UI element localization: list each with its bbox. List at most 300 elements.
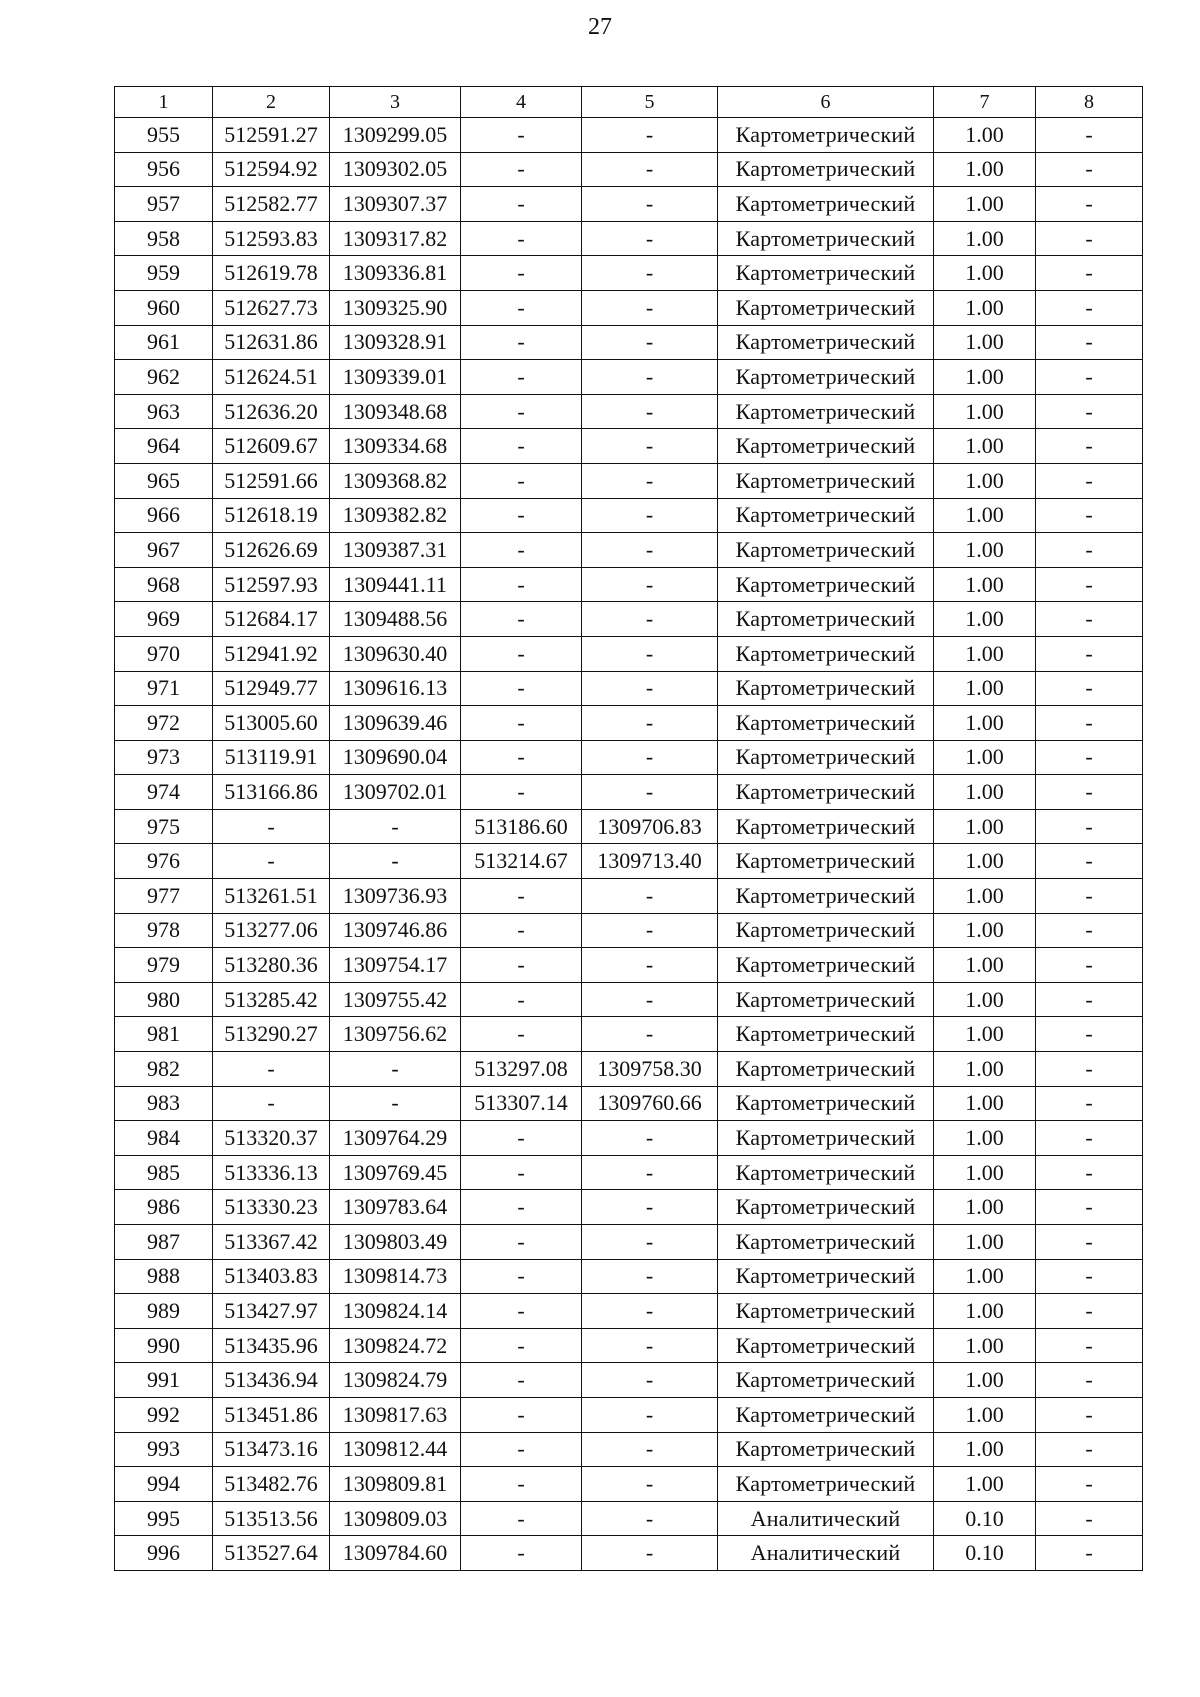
cell-x-coord: 512593.83 <box>213 221 330 256</box>
cell-accuracy: 1.00 <box>934 671 1036 706</box>
cell-y-coord: 1309348.68 <box>330 394 461 429</box>
cell-note: - <box>1036 1432 1143 1467</box>
table-row <box>115 1294 1143 1329</box>
cell-y-coord-alt: - <box>582 118 718 153</box>
cell-accuracy: 1.00 <box>934 360 1036 395</box>
cell-x-coord: 513451.86 <box>213 1397 330 1432</box>
cell-method: Картометрический <box>718 1328 934 1363</box>
cell-x-coord: 512618.19 <box>213 498 330 533</box>
cell-y-coord: 1309336.81 <box>330 256 461 291</box>
cell-y-coord-alt: - <box>582 1363 718 1398</box>
cell-method: Картометрический <box>718 948 934 983</box>
cell-y-coord-alt: - <box>582 775 718 810</box>
table-row <box>115 809 1143 844</box>
cell-accuracy: 1.00 <box>934 1397 1036 1432</box>
cell-note: - <box>1036 1190 1143 1225</box>
cell-y-coord-alt: - <box>582 152 718 187</box>
table-row <box>115 1225 1143 1260</box>
cell-x-coord-alt: - <box>461 567 582 602</box>
table-row <box>115 429 1143 464</box>
cell-y-coord: 1309334.68 <box>330 429 461 464</box>
cell-point-number: 960 <box>115 290 213 325</box>
cell-x-coord: 512619.78 <box>213 256 330 291</box>
cell-accuracy: 1.00 <box>934 982 1036 1017</box>
cell-y-coord: 1309307.37 <box>330 187 461 222</box>
cell-x-coord: 512627.73 <box>213 290 330 325</box>
cell-note: - <box>1036 1363 1143 1398</box>
table-row <box>115 394 1143 429</box>
cell-method: Картометрический <box>718 221 934 256</box>
cell-accuracy: 1.00 <box>934 498 1036 533</box>
cell-method: Картометрический <box>718 740 934 775</box>
table-row <box>115 256 1143 291</box>
cell-y-coord-alt: 1309713.40 <box>582 844 718 879</box>
cell-x-coord: 512594.92 <box>213 152 330 187</box>
cell-method: Картометрический <box>718 671 934 706</box>
cell-point-number: 984 <box>115 1121 213 1156</box>
cell-note: - <box>1036 948 1143 983</box>
column-header-8: 8 <box>1036 87 1143 118</box>
cell-y-coord-alt: - <box>582 187 718 222</box>
cell-method: Картометрический <box>718 1225 934 1260</box>
cell-point-number: 958 <box>115 221 213 256</box>
cell-y-coord-alt: - <box>582 1328 718 1363</box>
cell-x-coord-alt: - <box>461 1155 582 1190</box>
cell-x-coord: 513261.51 <box>213 879 330 914</box>
table-row <box>115 1052 1143 1087</box>
table-row <box>115 1363 1143 1398</box>
cell-accuracy: 0.10 <box>934 1536 1036 1571</box>
cell-y-coord-alt: - <box>582 740 718 775</box>
cell-note: - <box>1036 706 1143 741</box>
table-row <box>115 1086 1143 1121</box>
cell-accuracy: 1.00 <box>934 1155 1036 1190</box>
cell-note: - <box>1036 1397 1143 1432</box>
cell-method: Картометрический <box>718 1467 934 1502</box>
cell-accuracy: 1.00 <box>934 1225 1036 1260</box>
cell-y-coord-alt: - <box>582 948 718 983</box>
table-row <box>115 1155 1143 1190</box>
table-header-row <box>115 87 1143 118</box>
cell-y-coord: 1309824.79 <box>330 1363 461 1398</box>
table-row <box>115 463 1143 498</box>
cell-x-coord-alt: - <box>461 429 582 464</box>
cell-x-coord-alt: - <box>461 1397 582 1432</box>
table-row <box>115 602 1143 637</box>
table-row <box>115 1467 1143 1502</box>
cell-y-coord: 1309769.45 <box>330 1155 461 1190</box>
cell-point-number: 956 <box>115 152 213 187</box>
cell-method: Картометрический <box>718 809 934 844</box>
cell-method: Картометрический <box>718 118 934 153</box>
cell-accuracy: 1.00 <box>934 290 1036 325</box>
cell-y-coord-alt: - <box>582 498 718 533</box>
column-header-7: 7 <box>934 87 1036 118</box>
cell-y-coord: 1309764.29 <box>330 1121 461 1156</box>
cell-method: Картометрический <box>718 533 934 568</box>
column-header-2: 2 <box>213 87 330 118</box>
cell-method: Картометрический <box>718 1259 934 1294</box>
cell-note: - <box>1036 1501 1143 1536</box>
table-row <box>115 1432 1143 1467</box>
cell-x-coord-alt: - <box>461 706 582 741</box>
table-row <box>115 740 1143 775</box>
cell-y-coord: 1309368.82 <box>330 463 461 498</box>
cell-accuracy: 1.00 <box>934 1190 1036 1225</box>
cell-point-number: 975 <box>115 809 213 844</box>
table-row <box>115 982 1143 1017</box>
cell-accuracy: 0.10 <box>934 1501 1036 1536</box>
cell-accuracy: 1.00 <box>934 1294 1036 1329</box>
cell-y-coord-alt: 1309758.30 <box>582 1052 718 1087</box>
table-row <box>115 1397 1143 1432</box>
coordinates-table <box>114 86 1143 1571</box>
cell-x-coord: 513330.23 <box>213 1190 330 1225</box>
cell-point-number: 961 <box>115 325 213 360</box>
cell-point-number: 979 <box>115 948 213 983</box>
cell-method: Картометрический <box>718 775 934 810</box>
cell-note: - <box>1036 187 1143 222</box>
cell-x-coord-alt: - <box>461 740 582 775</box>
cell-x-coord-alt: - <box>461 498 582 533</box>
cell-point-number: 977 <box>115 879 213 914</box>
table-row <box>115 567 1143 602</box>
cell-point-number: 981 <box>115 1017 213 1052</box>
cell-note: - <box>1036 1294 1143 1329</box>
cell-point-number: 966 <box>115 498 213 533</box>
cell-y-coord-alt: - <box>582 913 718 948</box>
cell-method: Картометрический <box>718 1086 934 1121</box>
cell-accuracy: 1.00 <box>934 533 1036 568</box>
cell-y-coord: 1309441.11 <box>330 567 461 602</box>
cell-method: Картометрический <box>718 1432 934 1467</box>
cell-method: Картометрический <box>718 290 934 325</box>
cell-accuracy: 1.00 <box>934 775 1036 810</box>
cell-accuracy: 1.00 <box>934 1017 1036 1052</box>
table-row <box>115 913 1143 948</box>
cell-method: Картометрический <box>718 1190 934 1225</box>
cell-x-coord: 512631.86 <box>213 325 330 360</box>
cell-x-coord: - <box>213 1086 330 1121</box>
cell-x-coord: 512591.66 <box>213 463 330 498</box>
table-row <box>115 1121 1143 1156</box>
cell-note: - <box>1036 1155 1143 1190</box>
table-row <box>115 187 1143 222</box>
cell-y-coord-alt: 1309760.66 <box>582 1086 718 1121</box>
cell-x-coord: - <box>213 1052 330 1087</box>
cell-y-coord: 1309616.13 <box>330 671 461 706</box>
cell-x-coord-alt: - <box>461 1294 582 1329</box>
cell-point-number: 986 <box>115 1190 213 1225</box>
table-row <box>115 533 1143 568</box>
cell-y-coord: 1309755.42 <box>330 982 461 1017</box>
table-row <box>115 636 1143 671</box>
cell-note: - <box>1036 1086 1143 1121</box>
cell-y-coord-alt: - <box>582 1155 718 1190</box>
cell-x-coord: 513280.36 <box>213 948 330 983</box>
cell-x-coord: 512636.20 <box>213 394 330 429</box>
cell-method: Картометрический <box>718 844 934 879</box>
cell-x-coord-alt: - <box>461 636 582 671</box>
cell-x-coord-alt: - <box>461 1190 582 1225</box>
cell-point-number: 990 <box>115 1328 213 1363</box>
cell-y-coord-alt: 1309706.83 <box>582 809 718 844</box>
cell-x-coord-alt: 513297.08 <box>461 1052 582 1087</box>
cell-x-coord-alt: - <box>461 1467 582 1502</box>
cell-y-coord: - <box>330 1052 461 1087</box>
cell-note: - <box>1036 1467 1143 1502</box>
cell-point-number: 972 <box>115 706 213 741</box>
cell-x-coord: 513513.56 <box>213 1501 330 1536</box>
cell-y-coord-alt: - <box>582 256 718 291</box>
cell-x-coord: 513473.16 <box>213 1432 330 1467</box>
cell-method: Картометрический <box>718 1121 934 1156</box>
cell-point-number: 992 <box>115 1397 213 1432</box>
cell-point-number: 985 <box>115 1155 213 1190</box>
cell-point-number: 988 <box>115 1259 213 1294</box>
cell-note: - <box>1036 913 1143 948</box>
cell-note: - <box>1036 809 1143 844</box>
table-row <box>115 118 1143 153</box>
cell-y-coord: 1309690.04 <box>330 740 461 775</box>
cell-note: - <box>1036 118 1143 153</box>
cell-y-coord: 1309809.03 <box>330 1501 461 1536</box>
cell-note: - <box>1036 429 1143 464</box>
cell-y-coord: 1309783.64 <box>330 1190 461 1225</box>
cell-x-coord-alt: 513214.67 <box>461 844 582 879</box>
table-row <box>115 706 1143 741</box>
cell-point-number: 993 <box>115 1432 213 1467</box>
cell-x-coord-alt: - <box>461 256 582 291</box>
cell-point-number: 980 <box>115 982 213 1017</box>
cell-accuracy: 1.00 <box>934 1121 1036 1156</box>
cell-point-number: 971 <box>115 671 213 706</box>
cell-y-coord-alt: - <box>582 1121 718 1156</box>
table-row <box>115 775 1143 810</box>
cell-point-number: 963 <box>115 394 213 429</box>
cell-y-coord-alt: - <box>582 1467 718 1502</box>
cell-method: Картометрический <box>718 498 934 533</box>
cell-accuracy: 1.00 <box>934 1363 1036 1398</box>
table-row <box>115 1501 1143 1536</box>
cell-y-coord-alt: - <box>582 706 718 741</box>
cell-x-coord-alt: - <box>461 463 582 498</box>
table-row <box>115 1536 1143 1571</box>
cell-y-coord-alt: - <box>582 1017 718 1052</box>
cell-y-coord-alt: - <box>582 1294 718 1329</box>
cell-y-coord-alt: - <box>582 325 718 360</box>
cell-method: Картометрический <box>718 636 934 671</box>
cell-y-coord: 1309814.73 <box>330 1259 461 1294</box>
cell-y-coord-alt: - <box>582 671 718 706</box>
column-header-4: 4 <box>461 87 582 118</box>
cell-point-number: 989 <box>115 1294 213 1329</box>
cell-method: Картометрический <box>718 429 934 464</box>
cell-y-coord: 1309824.14 <box>330 1294 461 1329</box>
cell-x-coord-alt: - <box>461 913 582 948</box>
cell-y-coord: 1309736.93 <box>330 879 461 914</box>
cell-y-coord: 1309382.82 <box>330 498 461 533</box>
cell-x-coord-alt: - <box>461 325 582 360</box>
cell-x-coord-alt: - <box>461 1017 582 1052</box>
cell-y-coord-alt: - <box>582 290 718 325</box>
table-row <box>115 325 1143 360</box>
table-row <box>115 360 1143 395</box>
cell-point-number: 994 <box>115 1467 213 1502</box>
cell-accuracy: 1.00 <box>934 1328 1036 1363</box>
cell-y-coord: 1309639.46 <box>330 706 461 741</box>
cell-x-coord: 513277.06 <box>213 913 330 948</box>
cell-y-coord: 1309812.44 <box>330 1432 461 1467</box>
cell-x-coord: 513166.86 <box>213 775 330 810</box>
cell-x-coord: 512582.77 <box>213 187 330 222</box>
cell-note: - <box>1036 982 1143 1017</box>
cell-y-coord-alt: - <box>582 982 718 1017</box>
cell-point-number: 962 <box>115 360 213 395</box>
cell-x-coord-alt: - <box>461 1225 582 1260</box>
cell-y-coord-alt: - <box>582 1501 718 1536</box>
cell-note: - <box>1036 567 1143 602</box>
cell-y-coord: - <box>330 809 461 844</box>
cell-method: Картометрический <box>718 1363 934 1398</box>
cell-y-coord: 1309630.40 <box>330 636 461 671</box>
cell-note: - <box>1036 1536 1143 1571</box>
cell-y-coord: - <box>330 1086 461 1121</box>
cell-note: - <box>1036 463 1143 498</box>
cell-x-coord-alt: - <box>461 394 582 429</box>
cell-x-coord: - <box>213 809 330 844</box>
cell-y-coord-alt: - <box>582 360 718 395</box>
cell-y-coord-alt: - <box>582 1190 718 1225</box>
cell-accuracy: 1.00 <box>934 740 1036 775</box>
cell-accuracy: 1.00 <box>934 602 1036 637</box>
cell-accuracy: 1.00 <box>934 152 1036 187</box>
cell-x-coord-alt: - <box>461 1432 582 1467</box>
table-row <box>115 1328 1143 1363</box>
cell-method: Картометрический <box>718 602 934 637</box>
page-number: 27 <box>588 14 612 40</box>
cell-y-coord-alt: - <box>582 394 718 429</box>
cell-x-coord-alt: - <box>461 602 582 637</box>
cell-x-coord-alt: - <box>461 533 582 568</box>
cell-note: - <box>1036 1328 1143 1363</box>
cell-y-coord: 1309824.72 <box>330 1328 461 1363</box>
cell-x-coord-alt: - <box>461 1121 582 1156</box>
cell-x-coord: 512626.69 <box>213 533 330 568</box>
cell-method: Картометрический <box>718 567 934 602</box>
cell-point-number: 995 <box>115 1501 213 1536</box>
cell-note: - <box>1036 221 1143 256</box>
table-row <box>115 152 1143 187</box>
cell-x-coord: 513436.94 <box>213 1363 330 1398</box>
cell-y-coord: 1309302.05 <box>330 152 461 187</box>
cell-x-coord-alt: - <box>461 1328 582 1363</box>
cell-note: - <box>1036 290 1143 325</box>
cell-method: Картометрический <box>718 913 934 948</box>
cell-y-coord-alt: - <box>582 1259 718 1294</box>
cell-x-coord-alt: - <box>461 1501 582 1536</box>
cell-point-number: 964 <box>115 429 213 464</box>
cell-accuracy: 1.00 <box>934 636 1036 671</box>
column-header-3: 3 <box>330 87 461 118</box>
cell-x-coord-alt: - <box>461 1259 582 1294</box>
cell-method: Картометрический <box>718 879 934 914</box>
cell-point-number: 959 <box>115 256 213 291</box>
cell-x-coord: 512591.27 <box>213 118 330 153</box>
cell-x-coord-alt: 513307.14 <box>461 1086 582 1121</box>
cell-point-number: 976 <box>115 844 213 879</box>
cell-method: Картометрический <box>718 187 934 222</box>
cell-x-coord-alt: - <box>461 152 582 187</box>
cell-x-coord-alt: - <box>461 290 582 325</box>
cell-method: Картометрический <box>718 394 934 429</box>
column-header-1: 1 <box>115 87 213 118</box>
cell-y-coord-alt: - <box>582 221 718 256</box>
cell-x-coord-alt: - <box>461 671 582 706</box>
cell-x-coord: 512609.67 <box>213 429 330 464</box>
cell-y-coord-alt: - <box>582 1536 718 1571</box>
cell-note: - <box>1036 879 1143 914</box>
cell-y-coord: 1309488.56 <box>330 602 461 637</box>
cell-x-coord: 513320.37 <box>213 1121 330 1156</box>
cell-x-coord: 513336.13 <box>213 1155 330 1190</box>
cell-method: Картометрический <box>718 982 934 1017</box>
cell-note: - <box>1036 671 1143 706</box>
cell-point-number: 970 <box>115 636 213 671</box>
cell-x-coord-alt: - <box>461 1363 582 1398</box>
cell-method: Картометрический <box>718 1052 934 1087</box>
cell-note: - <box>1036 1052 1143 1087</box>
cell-x-coord: 512684.17 <box>213 602 330 637</box>
cell-y-coord-alt: - <box>582 1397 718 1432</box>
cell-accuracy: 1.00 <box>934 1467 1036 1502</box>
cell-accuracy: 1.00 <box>934 394 1036 429</box>
cell-y-coord: 1309784.60 <box>330 1536 461 1571</box>
cell-accuracy: 1.00 <box>934 256 1036 291</box>
cell-note: - <box>1036 844 1143 879</box>
table-row <box>115 1190 1143 1225</box>
cell-x-coord-alt: - <box>461 187 582 222</box>
cell-y-coord-alt: - <box>582 1225 718 1260</box>
cell-method: Картометрический <box>718 152 934 187</box>
cell-y-coord: 1309325.90 <box>330 290 461 325</box>
cell-point-number: 978 <box>115 913 213 948</box>
cell-x-coord: 512949.77 <box>213 671 330 706</box>
cell-x-coord: 513367.42 <box>213 1225 330 1260</box>
cell-note: - <box>1036 1017 1143 1052</box>
cell-note: - <box>1036 1259 1143 1294</box>
cell-method: Картометрический <box>718 360 934 395</box>
cell-y-coord-alt: - <box>582 602 718 637</box>
cell-point-number: 974 <box>115 775 213 810</box>
cell-x-coord: 513527.64 <box>213 1536 330 1571</box>
cell-x-coord: 512941.92 <box>213 636 330 671</box>
cell-accuracy: 1.00 <box>934 1259 1036 1294</box>
cell-accuracy: 1.00 <box>934 809 1036 844</box>
cell-accuracy: 1.00 <box>934 844 1036 879</box>
cell-note: - <box>1036 394 1143 429</box>
cell-x-coord-alt: - <box>461 118 582 153</box>
column-header-5: 5 <box>582 87 718 118</box>
cell-point-number: 967 <box>115 533 213 568</box>
cell-point-number: 991 <box>115 1363 213 1398</box>
cell-note: - <box>1036 360 1143 395</box>
cell-method: Картометрический <box>718 256 934 291</box>
cell-accuracy: 1.00 <box>934 567 1036 602</box>
cell-point-number: 957 <box>115 187 213 222</box>
cell-accuracy: 1.00 <box>934 429 1036 464</box>
cell-x-coord-alt: 513186.60 <box>461 809 582 844</box>
